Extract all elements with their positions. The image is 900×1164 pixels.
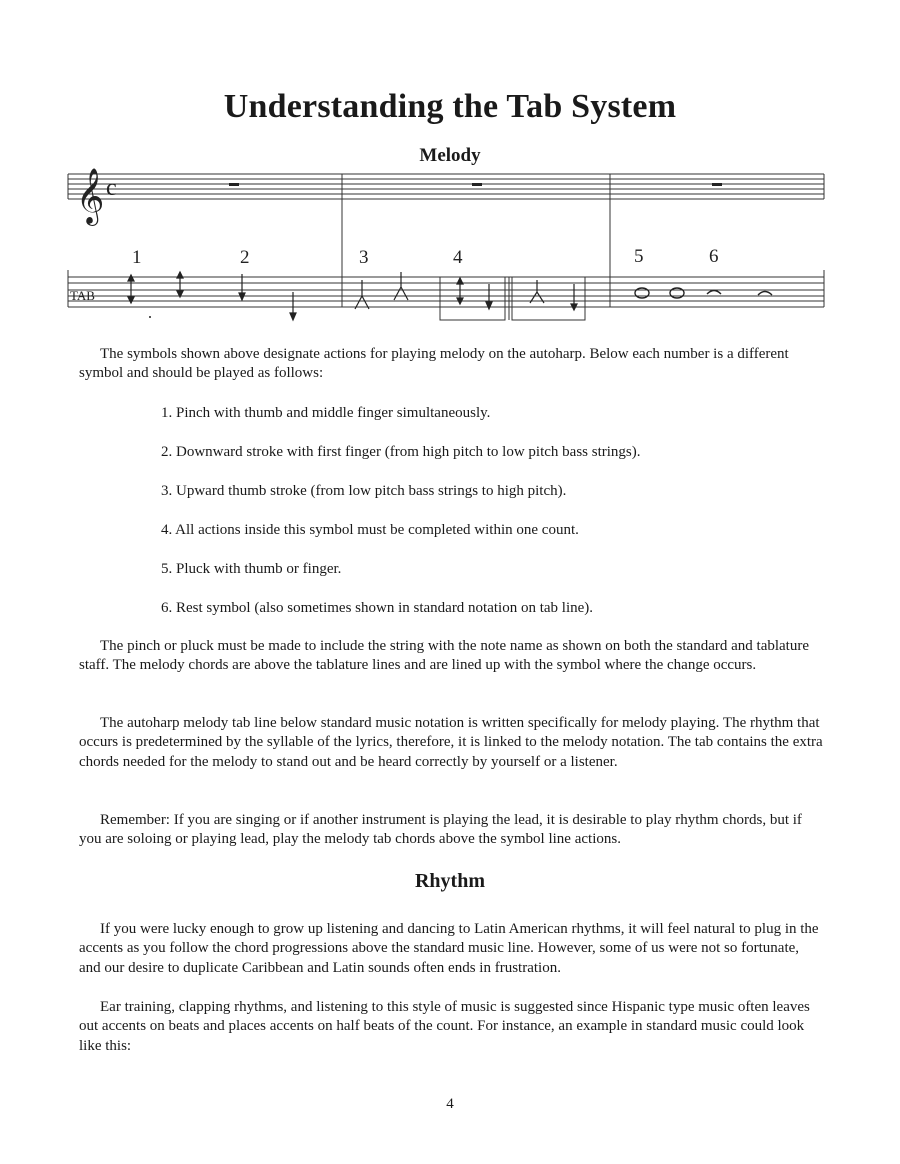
symbol-number: 1 xyxy=(132,247,142,268)
symbol-number: 3 xyxy=(359,247,369,268)
body-paragraph: The autoharp melody tab line below standard music notation is written specifically for melody playing. The rhythm that occurs is predetermined by the syllable of the lyrics, therefore, it is linked to the melody notation. The tab contains the extra chords needed for the melody to stand out and be heard correctly by yourself or a listener. xyxy=(79,715,823,770)
symbol-number: 4 xyxy=(453,247,463,268)
page-title: Understanding the Tab System xyxy=(223,88,677,125)
action-item: 1. Pinch with thumb and middle finger simultaneously. xyxy=(161,405,491,421)
symbol-number: 6 xyxy=(709,246,719,267)
rhythm-paragraph: If you were lucky enough to grow up listening and dancing to Latin American rhythms, it will feel natural to plug in the accents as you follow the chord progressions above the standard music line. However, some of us were not so fortunate, and our desire to duplicate Caribbean and Latin sounds often ends in frustration. xyxy=(79,921,819,976)
rhythm-paragraph: Ear training, clapping rhythms, and listening to this style of music is suggested since Hispanic type music often leaves out accents on beats and places accents on half beats of the count. For instance, an example in standard music could look like this: xyxy=(79,999,810,1054)
tab-rest-symbol xyxy=(707,291,772,296)
page-number: 4 xyxy=(446,1096,454,1112)
action-item: 6. Rest symbol (also sometimes shown in standard notation on tab line). xyxy=(161,600,594,616)
rest-icon xyxy=(712,183,722,186)
time-signature: c xyxy=(106,175,117,201)
symbol-numbers xyxy=(132,246,719,268)
rhythm-heading: Rhythm xyxy=(414,870,485,892)
pinch-symbol xyxy=(128,272,183,318)
body-paragraph: The pinch or pluck must be made to include the string with the note name as shown on both the standard and tablature staff. The melody chords are above the tablature lines and are lined up with the symbol where the change occurs. xyxy=(79,638,809,674)
symbol-number: 5 xyxy=(634,246,644,267)
action-list xyxy=(161,404,641,638)
melody-heading: Melody xyxy=(419,145,481,166)
rest-icon xyxy=(229,183,239,186)
action-item: 4. All actions inside this symbol must be completed within one count. xyxy=(161,522,579,538)
music-tab-diagram xyxy=(66,160,834,325)
intro-paragraph: The symbols shown above designate actions for playing melody on the autoharp. Below each number is a different symbol and should be played as follows: xyxy=(79,346,789,382)
body-paragraph: Remember: If you are singing or if another instrument is playing the lead, it is desirable to play rhythm chords, but if you are soloing or playing lead, play the melody tab chords above the symbol line actions. xyxy=(79,812,802,848)
symbol-number: 2 xyxy=(240,247,250,268)
action-item: 5. Pluck with thumb or finger. xyxy=(161,561,342,577)
tab-label: TAB xyxy=(70,288,95,303)
down-stroke-symbol xyxy=(239,274,296,320)
standard-staff xyxy=(68,174,824,199)
action-item: 3. Upward thumb stroke (from low pitch bass strings to high pitch). xyxy=(161,483,567,499)
action-item: 2. Downward stroke with first finger (from high pitch to low pitch bass strings). xyxy=(161,444,641,460)
treble-clef-icon: 𝄞 xyxy=(76,170,105,223)
rest-icon xyxy=(472,183,482,186)
